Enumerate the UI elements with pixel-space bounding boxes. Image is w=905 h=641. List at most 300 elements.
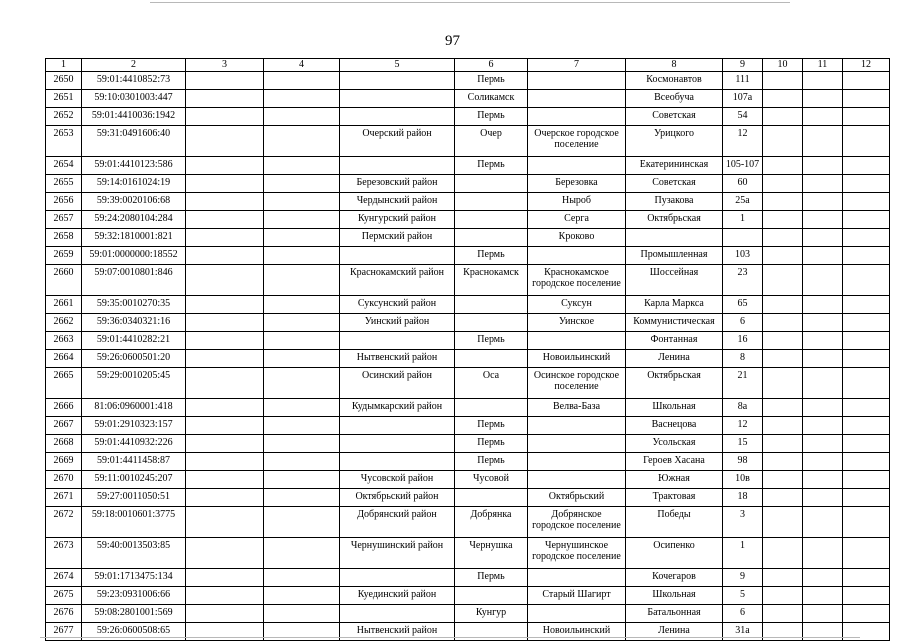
table-cell (843, 435, 890, 453)
table-cell (763, 72, 803, 90)
table-cell: 21 (723, 368, 763, 399)
table-cell (803, 332, 843, 350)
table-cell (340, 453, 455, 471)
table-cell (528, 435, 626, 453)
table-cell: 2651 (46, 90, 82, 108)
column-header: 9 (723, 59, 763, 72)
table-cell (843, 569, 890, 587)
table-row (46, 108, 890, 126)
table-cell: Пермь (455, 332, 528, 350)
table-cell (455, 350, 528, 368)
table-cell (843, 332, 890, 350)
table-cell: Октябрьская (626, 211, 723, 229)
table-cell: 12 (723, 417, 763, 435)
table-cell (264, 332, 340, 350)
table-cell (186, 587, 264, 605)
table-cell: Школьная (626, 399, 723, 417)
table-cell: Пермь (455, 569, 528, 587)
table-cell: Советская (626, 108, 723, 126)
table-cell (763, 507, 803, 538)
table-cell: Соликамск (455, 90, 528, 108)
table-cell: 1 (723, 211, 763, 229)
table-cell (264, 211, 340, 229)
table-cell: 103 (723, 247, 763, 265)
table-cell (264, 265, 340, 296)
bottom-scan-rule (40, 637, 860, 638)
table-cell: Кудымкарский район (340, 399, 455, 417)
table-cell (843, 453, 890, 471)
table-cell: Южная (626, 471, 723, 489)
table-cell: 59:24:2080104:284 (82, 211, 186, 229)
table-cell (264, 350, 340, 368)
table-cell: Осинское городское поселение (528, 368, 626, 399)
table-cell: Советская (626, 175, 723, 193)
table-cell: Суксун (528, 296, 626, 314)
table-cell (340, 435, 455, 453)
table-cell: 59:01:4410932:226 (82, 435, 186, 453)
table-cell: 59:01:4410282:21 (82, 332, 186, 350)
table-cell (763, 453, 803, 471)
table-cell (843, 193, 890, 211)
table-cell (528, 605, 626, 623)
table-cell: 2652 (46, 108, 82, 126)
table-cell: 1 (723, 538, 763, 569)
table-cell (264, 314, 340, 332)
table-cell (803, 229, 843, 247)
table-cell (186, 399, 264, 417)
table-cell (803, 569, 843, 587)
table-cell: 107а (723, 90, 763, 108)
table-cell (528, 247, 626, 265)
table-cell: 2673 (46, 538, 82, 569)
column-header: 6 (455, 59, 528, 72)
table-cell (264, 587, 340, 605)
table-cell: Ныроб (528, 193, 626, 211)
table-cell: Победы (626, 507, 723, 538)
table-row (46, 587, 890, 605)
table-row (46, 471, 890, 489)
table-cell (264, 296, 340, 314)
table-cell (763, 108, 803, 126)
table-cell: Уинское (528, 314, 626, 332)
table-cell (763, 229, 803, 247)
table-cell (763, 350, 803, 368)
table-cell (186, 332, 264, 350)
table-cell: Уинский район (340, 314, 455, 332)
table-cell: 2659 (46, 247, 82, 265)
table-cell: Школьная (626, 587, 723, 605)
table-cell (455, 229, 528, 247)
table-cell: Всеобуча (626, 90, 723, 108)
table-cell (186, 417, 264, 435)
table-cell (528, 569, 626, 587)
table-cell (528, 108, 626, 126)
table-cell: Очерское городское поселение (528, 126, 626, 157)
table-cell (763, 296, 803, 314)
table-row (46, 507, 890, 538)
table-cell: 2672 (46, 507, 82, 538)
table-cell: 59:36:0340321:16 (82, 314, 186, 332)
registry-table (45, 58, 890, 641)
table-cell (803, 90, 843, 108)
table-cell: Кунгур (455, 605, 528, 623)
table-cell: 2660 (46, 265, 82, 296)
table-cell (763, 175, 803, 193)
table-cell: 2676 (46, 605, 82, 623)
top-scan-rule (150, 2, 790, 3)
table-cell: Осинский район (340, 368, 455, 399)
table-cell: 9 (723, 569, 763, 587)
table-row (46, 435, 890, 453)
table-cell (455, 489, 528, 507)
table-row (46, 90, 890, 108)
table-cell: Трактовая (626, 489, 723, 507)
table-cell (803, 211, 843, 229)
table-cell (186, 605, 264, 623)
table-cell: Космонавтов (626, 72, 723, 90)
table-cell: 59:01:1713475:134 (82, 569, 186, 587)
table-cell (763, 368, 803, 399)
table-cell (843, 507, 890, 538)
table-cell (803, 314, 843, 332)
column-header: 5 (340, 59, 455, 72)
table-cell: 2655 (46, 175, 82, 193)
table-cell: 2650 (46, 72, 82, 90)
table-cell (843, 126, 890, 157)
table-cell: Кунгурский район (340, 211, 455, 229)
table-cell: Добрянка (455, 507, 528, 538)
table-cell (186, 314, 264, 332)
table-cell (803, 350, 843, 368)
table-cell (264, 538, 340, 569)
table-cell: 59:31:0491606:40 (82, 126, 186, 157)
table-cell (843, 157, 890, 175)
table-cell: Старый Шагирт (528, 587, 626, 605)
table-cell: Краснокамское городское поселение (528, 265, 626, 296)
table-cell (340, 417, 455, 435)
table-cell (803, 126, 843, 157)
table-cell (528, 453, 626, 471)
table-cell: 59:40:0013503:85 (82, 538, 186, 569)
table-cell (455, 193, 528, 211)
table-cell: 2665 (46, 368, 82, 399)
table-cell: Куединский район (340, 587, 455, 605)
table-cell: 59:23:0931006:66 (82, 587, 186, 605)
table-cell: 59:01:2910323:157 (82, 417, 186, 435)
table-row (46, 126, 890, 157)
table-cell: Очерский район (340, 126, 455, 157)
table-cell (264, 489, 340, 507)
table-cell: Пузакова (626, 193, 723, 211)
table-row (46, 569, 890, 587)
table-cell: Октябрьский (528, 489, 626, 507)
table-cell: Чернушка (455, 538, 528, 569)
table-cell: 18 (723, 489, 763, 507)
table-cell (763, 587, 803, 605)
table-cell (455, 175, 528, 193)
table-cell: 59:10:0301003:447 (82, 90, 186, 108)
table-cell (843, 296, 890, 314)
table-row (46, 417, 890, 435)
table-cell (763, 417, 803, 435)
table-cell: 16 (723, 332, 763, 350)
table-row (46, 193, 890, 211)
table-cell (264, 471, 340, 489)
table-cell (626, 229, 723, 247)
table-cell: Оса (455, 368, 528, 399)
table-cell (186, 175, 264, 193)
table-cell (763, 247, 803, 265)
table-cell (843, 489, 890, 507)
table-cell: 59:14:0161024:19 (82, 175, 186, 193)
table-cell (186, 90, 264, 108)
table-cell (264, 453, 340, 471)
table-cell: Суксунский район (340, 296, 455, 314)
column-header: 7 (528, 59, 626, 72)
table-cell (843, 265, 890, 296)
table-row (46, 229, 890, 247)
table-cell: Пермь (455, 435, 528, 453)
table-cell (763, 126, 803, 157)
table-cell: 2668 (46, 435, 82, 453)
table-cell: 59:01:4410123:586 (82, 157, 186, 175)
table-cell (803, 489, 843, 507)
table-cell: 2664 (46, 350, 82, 368)
table-cell (455, 314, 528, 332)
table-cell (803, 587, 843, 605)
table-cell (803, 72, 843, 90)
table-cell: Октябрьская (626, 368, 723, 399)
table-cell (763, 489, 803, 507)
table-cell (340, 108, 455, 126)
table-cell (186, 296, 264, 314)
table-cell (803, 538, 843, 569)
table-cell (455, 211, 528, 229)
table-cell: Пермь (455, 72, 528, 90)
table-cell (186, 453, 264, 471)
table-cell: 2677 (46, 623, 82, 641)
table-cell: Добрянский район (340, 507, 455, 538)
table-cell (455, 587, 528, 605)
table-row (46, 247, 890, 265)
table-cell (803, 453, 843, 471)
table-cell (264, 399, 340, 417)
table-cell (264, 193, 340, 211)
table-cell: Фонтанная (626, 332, 723, 350)
table-cell: Чусовой (455, 471, 528, 489)
table-cell: 2670 (46, 471, 82, 489)
table-cell: Нытвенский район (340, 623, 455, 641)
table-cell (186, 265, 264, 296)
table-cell: 59:01:4410852:73 (82, 72, 186, 90)
table-cell (528, 72, 626, 90)
table-cell: Пермь (455, 453, 528, 471)
table-cell (763, 538, 803, 569)
table-row (46, 296, 890, 314)
column-header: 2 (82, 59, 186, 72)
table-header-row (46, 59, 890, 72)
table-cell (340, 247, 455, 265)
table-cell (264, 417, 340, 435)
table-cell: 54 (723, 108, 763, 126)
table-cell (264, 569, 340, 587)
table-cell: 59:08:2801001:569 (82, 605, 186, 623)
table-cell: Васнецова (626, 417, 723, 435)
table-cell: 2666 (46, 399, 82, 417)
table-cell: 12 (723, 126, 763, 157)
table-cell (186, 350, 264, 368)
table-cell: Екатерининская (626, 157, 723, 175)
table-cell (803, 193, 843, 211)
table-cell (843, 399, 890, 417)
table-cell: 2653 (46, 126, 82, 157)
table-cell (803, 108, 843, 126)
table-row (46, 332, 890, 350)
table-cell: 59:01:0000000:18552 (82, 247, 186, 265)
table-cell (528, 332, 626, 350)
table-cell (528, 90, 626, 108)
table-cell (264, 435, 340, 453)
table-cell (843, 229, 890, 247)
table-cell (340, 569, 455, 587)
table-cell: Осипенко (626, 538, 723, 569)
table-cell: Краснокамский район (340, 265, 455, 296)
table-row (46, 453, 890, 471)
table-cell: 2656 (46, 193, 82, 211)
table-cell (528, 471, 626, 489)
table-cell (186, 126, 264, 157)
table-cell (843, 314, 890, 332)
table-cell: 59:29:0010205:45 (82, 368, 186, 399)
table-cell: 10в (723, 471, 763, 489)
table-cell (528, 157, 626, 175)
table-cell (528, 417, 626, 435)
table-cell: Героев Хасана (626, 453, 723, 471)
table-cell (763, 605, 803, 623)
table-row (46, 265, 890, 296)
table-cell: Краснокамск (455, 265, 528, 296)
column-header: 12 (843, 59, 890, 72)
table-cell (264, 229, 340, 247)
table-row (46, 314, 890, 332)
table-row (46, 350, 890, 368)
table-row (46, 368, 890, 399)
table-cell (264, 507, 340, 538)
table-cell: 59:11:0010245:207 (82, 471, 186, 489)
table-cell: 23 (723, 265, 763, 296)
column-header: 4 (264, 59, 340, 72)
table-cell: 15 (723, 435, 763, 453)
table-cell (843, 350, 890, 368)
table-cell (803, 175, 843, 193)
table-cell: 98 (723, 453, 763, 471)
table-cell: 81:06:0960001:418 (82, 399, 186, 417)
table-cell: 59:35:0010270:35 (82, 296, 186, 314)
table-cell (264, 72, 340, 90)
table-cell (803, 157, 843, 175)
table-cell: Батальонная (626, 605, 723, 623)
column-header: 8 (626, 59, 723, 72)
table-cell: Серга (528, 211, 626, 229)
table-body (46, 72, 890, 641)
table-cell (264, 108, 340, 126)
table-cell: Пермь (455, 247, 528, 265)
table-cell (264, 175, 340, 193)
table-cell (186, 538, 264, 569)
table-cell (186, 247, 264, 265)
table-cell: 60 (723, 175, 763, 193)
table-cell (843, 605, 890, 623)
table-cell (186, 569, 264, 587)
table-cell: 59:18:0010601:3775 (82, 507, 186, 538)
table-cell: Усольская (626, 435, 723, 453)
table-cell: 2667 (46, 417, 82, 435)
table-cell: 6 (723, 314, 763, 332)
table-cell (186, 193, 264, 211)
table-cell (803, 265, 843, 296)
table-cell (763, 332, 803, 350)
table-cell (763, 157, 803, 175)
table-cell: Добрянское городское поселение (528, 507, 626, 538)
table-cell (763, 471, 803, 489)
table-cell: 25а (723, 193, 763, 211)
table-cell: 5 (723, 587, 763, 605)
column-header: 1 (46, 59, 82, 72)
table-cell: Новоильинский (528, 350, 626, 368)
column-header: 3 (186, 59, 264, 72)
table-row (46, 211, 890, 229)
table-cell (763, 90, 803, 108)
table-cell (843, 368, 890, 399)
table-cell (186, 72, 264, 90)
table-cell (803, 417, 843, 435)
table-cell (264, 368, 340, 399)
table-cell: Кочегаров (626, 569, 723, 587)
table-cell (186, 211, 264, 229)
table-cell (843, 538, 890, 569)
table-cell (186, 368, 264, 399)
table-row (46, 399, 890, 417)
table-cell (803, 605, 843, 623)
table-cell: Очер (455, 126, 528, 157)
table-row (46, 175, 890, 193)
table-cell: Чердынский район (340, 193, 455, 211)
table-cell (843, 175, 890, 193)
table-cell (186, 229, 264, 247)
table-cell (264, 247, 340, 265)
table-cell (803, 296, 843, 314)
table-cell (455, 399, 528, 417)
table-cell (843, 417, 890, 435)
table-cell: 59:26:0600501:20 (82, 350, 186, 368)
table-cell (763, 193, 803, 211)
table-cell: Пермский район (340, 229, 455, 247)
table-cell: Пермь (455, 417, 528, 435)
table-cell: 2663 (46, 332, 82, 350)
table-cell (340, 72, 455, 90)
table-cell: 2671 (46, 489, 82, 507)
table-cell: Промышленная (626, 247, 723, 265)
table-cell: 8 (723, 350, 763, 368)
table-cell: 59:32:1810001:821 (82, 229, 186, 247)
table-cell: 111 (723, 72, 763, 90)
table-cell (340, 605, 455, 623)
table-cell (803, 399, 843, 417)
table-cell: 3 (723, 507, 763, 538)
table-cell (264, 157, 340, 175)
table-cell (763, 435, 803, 453)
table-cell (803, 471, 843, 489)
